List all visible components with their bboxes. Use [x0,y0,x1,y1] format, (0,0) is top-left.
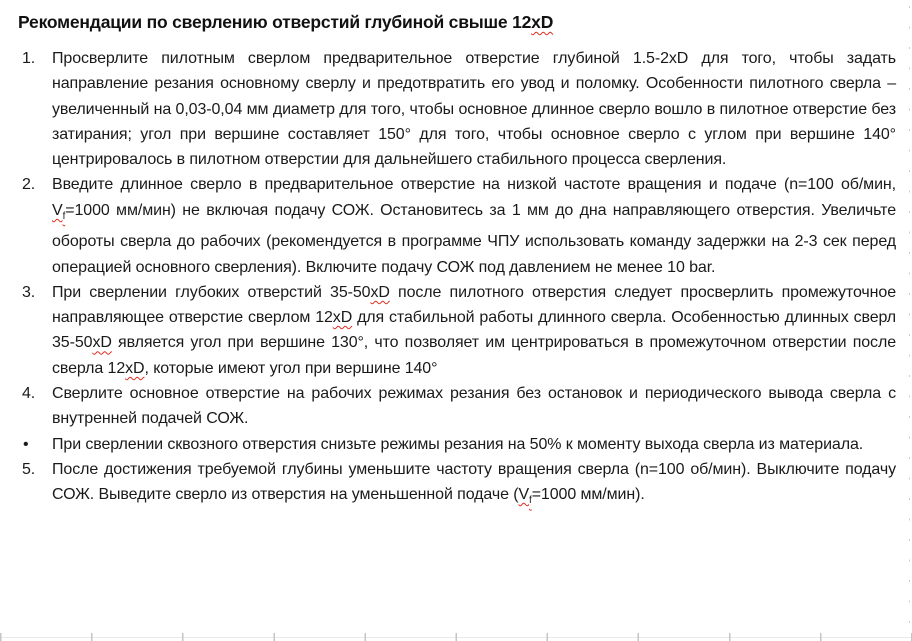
list-item-text [52,46,896,172]
recommendations-list [18,46,896,514]
list-item-marker: 1. [22,50,36,67]
list-item-text [52,432,896,457]
list-item-text [52,457,896,514]
text-segment: =1000 мм/мин) не включая подачу СОЖ. Остановитесь за 1 мм до дна направляющего отверстия. Увеличьте обороты сверла до рабочих (рекомендуется в программе ЧПУ использовать команду задержки на 2-3 сек перед операцией основного сверления). Включите подачу СОЖ под давлением не менее 10 bar. [52,201,896,276]
list-item [18,381,896,432]
list-item [18,172,896,279]
list-item [18,46,896,172]
text-segment: После достижения требуемой глубины уменьшите частоту вращения сверла (n=100 об/мин). Выключите подачу СОЖ. Выведите сверло из отверстия на уменьшенной подаче ( [52,460,896,504]
spellcheck-flagged-text: xD [92,334,112,352]
table-gridline-ticks [0,633,912,641]
spellcheck-flagged-text: xD [332,309,353,327]
list-item [18,457,896,514]
text-segment: после пилотного отверстия следует просверлить промежуточное направляющее отверстие сверлом 12 [52,283,896,327]
list-item-text [52,280,896,381]
list-item-text [52,172,896,279]
document-page[interactable] [18,11,896,514]
spellcheck-flagged-text: f [529,495,532,507]
spellcheck-flagged-text: xD [531,12,554,32]
list-item-marker: 5. [22,460,36,478]
spellcheck-flagged-text: V [518,486,530,504]
list-item-marker: 2. [22,176,36,194]
text-segment: Рекомендации по сверлению отверстий глубиной свыше 12 [18,12,532,32]
spellcheck-flagged-text: f [62,210,66,222]
list-item-text [52,381,896,432]
list-item-marker: 3. [22,283,36,301]
spellcheck-flagged-text: V [52,201,63,219]
spellcheck-flagged-text: xD [125,359,145,377]
list-item-marker: • [23,435,29,453]
text-segment: , которые имеют угол при вершине 140° [144,359,438,377]
spellcheck-flagged-text: xD [370,283,390,301]
page-edge-gridline-dots [909,6,911,634]
text-segment: =1000 мм/мин). [531,486,645,504]
page-title [18,11,896,34]
text-segment: При сверлении сквозного отверстия снизьте режимы резания на 50% к моменту выхода сверла из материала. [52,435,864,453]
text-segment: Сверлите основное отверстие на рабочих режимах резания без остановок и периодического вывода сверла с внутренней подачей СОЖ. [52,385,896,428]
text-segment: Просверлите пилотным сверлом предварительное отверстие глубиной 1.5-2xD для того, чтобы задать направление резания основному сверлу и предотвратить его увод и поломку. Особенности пилотного сверла – увеличенный на 0,03-0,04 мм диаметр для того, чтобы основное длинное сверло вошло в пилотное отверстие без затирания; угол при вершине составляет 150° для того, чтобы основное сверло с углом при вершине 140° центрировалось в пилотном отверстии для дальнейшего стабильного процесса сверления. [52,50,896,169]
list-item-marker: 4. [22,385,36,403]
text-segment: для стабильной работы длинного сверла. Особенностью длинных сверл 35-50 [52,309,896,352]
text-segment: Введите длинное сверло в предварительное отверстие на низкой частоте вращения и подаче (n=100 об/мин, [52,176,896,194]
text-segment: При сверлении глубоких отверстий 35-50 [52,283,371,301]
text-segment: является угол при вершине 130°, что позволяет им центрироваться в промежуточном отверстии после сверла 12 [52,334,896,377]
list-item [18,432,896,457]
list-item [18,280,896,381]
